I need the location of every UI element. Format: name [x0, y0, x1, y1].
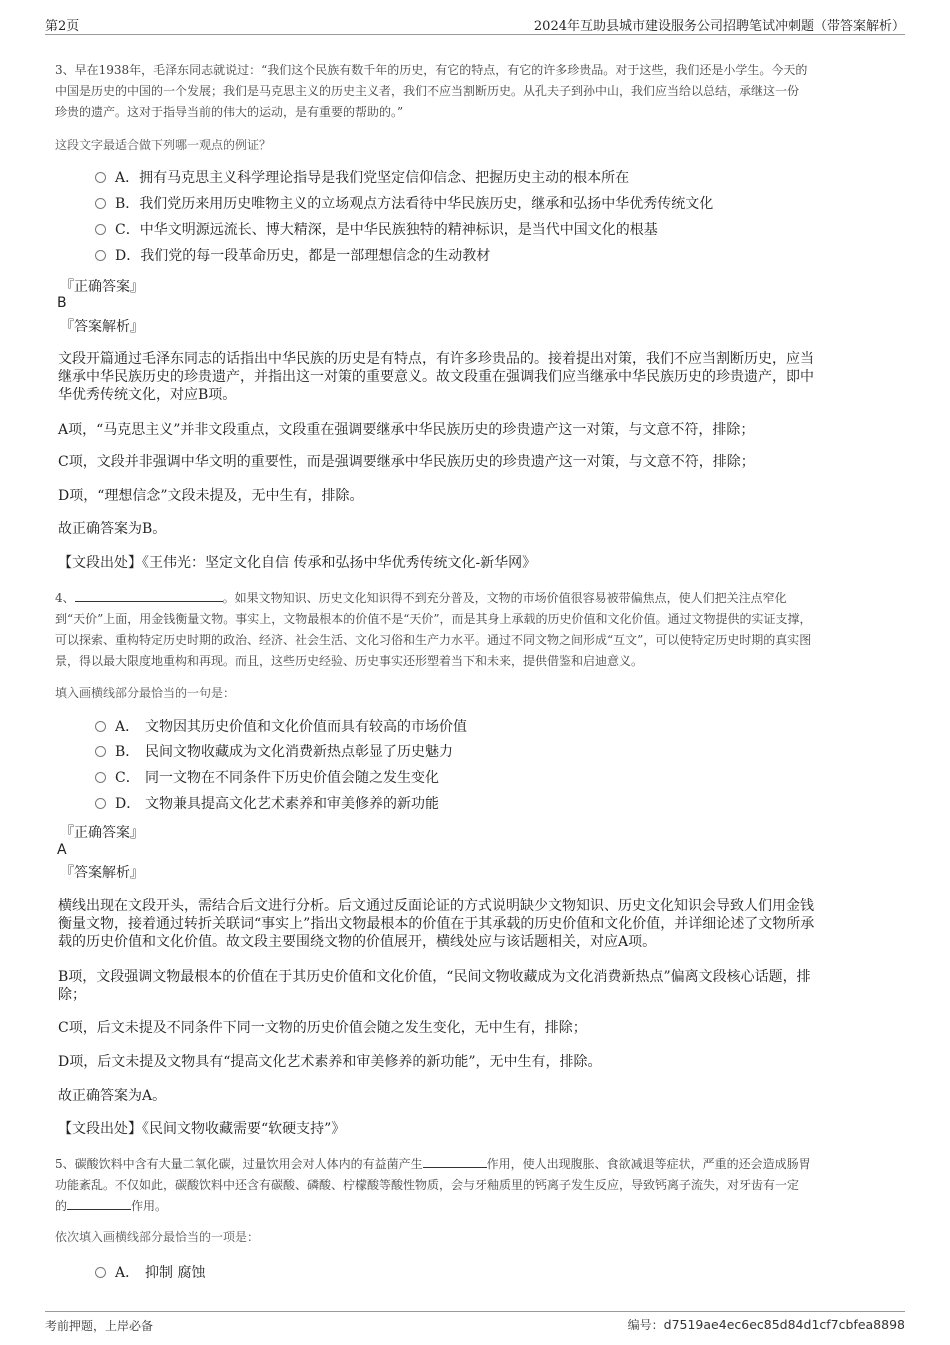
text-line: 景，得以最大限度地重构和再现。而且，这些历史经验、历史事实还形塑着当下和未来，提供借鉴和启迪意义。 [55, 654, 644, 668]
q3-analysis-label: 『答案解析』 [60, 319, 144, 335]
footer-slogan: 考前押题，上岸必备 [45, 1319, 154, 1333]
question-3-text [55, 60, 895, 123]
q3-option-a[interactable]: A．拥有马克思主义科学理论指导是我们党坚定信仰信念、把握历史主动的根本所在 [95, 167, 629, 189]
question-5-prompt: 依次填入画横线部分最恰当的一项是： [55, 1230, 260, 1244]
q3-analysis-c: C项，文段并非强调中华文明的重要性，而是强调要继承中华民族历史的珍贵遗产这一对策，与文意不符，排除； [58, 454, 755, 470]
text-line: 珍贵的遗产。这对于指导当前的伟大的运动，是有重要的帮助的。” [55, 105, 404, 119]
q3-option-b[interactable]: B．我们党历来用历史唯物主义的立场观点方法看待中华民族历史，继承和弘扬中华优秀传统文化 [95, 193, 713, 215]
radio-icon[interactable] [95, 746, 106, 757]
q3-source: 【文段出处】《王伟光：坚定文化自信 传承和弘扬中华优秀传统文化-新华网》 [58, 555, 537, 571]
page-footer [45, 1311, 905, 1336]
question-5-text [55, 1154, 895, 1217]
text-line: 3、早在1938年，毛泽东同志就说过：“我们这个民族有数千年的历史，有它的特点，有它的许多珍贵品。对于这些，我们还是小学生。今天的 [55, 63, 808, 77]
q4-analysis-label: 『答案解析』 [60, 865, 144, 881]
radio-icon[interactable] [95, 250, 106, 261]
text-line: 可以探索、重构特定历史时期的政治、经济、社会生活、文化习俗和生产力水平。通过不同文物之间形成“互文”，可以使特定历史时期的真实图 [55, 633, 812, 647]
question-4-text [55, 588, 895, 672]
q4-option-b[interactable]: B． 民间文物收藏成为文化消费新热点彰显了历史魅力 [95, 741, 453, 763]
q4-option-a[interactable]: A． 文物因其历史价值和文化价值而具有较高的市场价值 [95, 716, 467, 738]
radio-icon[interactable] [95, 1267, 106, 1278]
radio-icon[interactable] [95, 172, 106, 183]
text-line: 5、碳酸饮料中含有大量二氧化碳，过量饮用会对人体内的有益菌产生 作用，使人出现腹胀、食欲减退等症状，严重的还会造成肠胃 [55, 1157, 811, 1171]
q4-analysis-b: B项，文段强调文物最根本的价值在于其历史价值和文化价值，“民间文物收藏成为文化消费新热点”偏离文段核心话题，排 除； [58, 969, 811, 1003]
q3-analysis-a: A项，“马克思主义”并非文段重点，文段重在强调要继承中华民族历史的珍贵遗产这一对策，与文意不符，排除； [58, 422, 755, 438]
radio-icon[interactable] [95, 772, 106, 783]
q3-answer-label: 『正确答案』 [60, 279, 144, 295]
q4-option-d[interactable]: D． 文物兼具提高文化艺术素养和审美修养的新功能 [95, 793, 439, 815]
text-line: 4、 。如果文物知识、历史文化知识得不到充分普及，文物的市场价值很容易被带偏焦点，使人们把关注点窄化 [55, 591, 787, 605]
fill-blank [67, 1197, 131, 1210]
q3-conclusion: 故正确答案为B。 [58, 521, 167, 537]
q4-source: 【文段出处】《民间文物收藏需要“软硬支持”》 [58, 1121, 346, 1137]
question-4-prompt: 填入画横线部分最恰当的一句是： [55, 686, 236, 700]
page-header [45, 12, 905, 35]
q4-option-c[interactable]: C． 同一文物在不同条件下历史价值会随之发生变化 [95, 767, 439, 789]
text-line: 功能紊乱。不仅如此，碳酸饮料中还含有碳酸、磷酸、柠檬酸等酸性物质，会与牙釉质里的钙离子发生反应，导致钙离子流失，对牙齿有一定 [55, 1178, 800, 1192]
fill-blank [75, 589, 223, 602]
q3-option-d[interactable]: D．我们党的每一段革命历史，都是一部理想信念的生动教材 [95, 245, 490, 267]
q4-answer-label: 『正确答案』 [60, 825, 144, 841]
radio-icon[interactable] [95, 198, 106, 209]
q3-analysis-d: D项，“理想信念”文段未提及，无中生有，排除。 [58, 488, 364, 504]
fill-blank [423, 1155, 487, 1168]
q4-analysis-paragraph: 横线出现在文段开头，需结合后文进行分析。后文通过反面论证的方式说明缺少文物知识、历史文化知识会导致人们用金钱 衡量文物，接着通过转折关联词“事实上”指出文物最根本的价值在于其承载的历史价值和文化价值，并详细论述了文物所承 载的历史价值和文化价值。故文段主要围绕文物的价值展开，横线处应与该话题相关，对应A项。 [58, 898, 815, 950]
text-line: 的 作用。 [55, 1199, 168, 1213]
document-title: 2024年互助县城市建设服务公司招聘笔试冲刺题（带答案解析） [533, 19, 905, 34]
q3-option-c[interactable]: C．中华文明源远流长、博大精深，是中华民族独特的精神标识，是当代中国文化的根基 [95, 219, 658, 241]
q4-answer: A [57, 842, 67, 858]
document-code: 编号：d7519ae4ec6ec85d84d1cf7cbfea8898 [627, 1317, 905, 1332]
q4-analysis-c: C项，后文未提及不同条件下同一文物的历史价值会随之发生变化，无中生有，排除； [58, 1020, 587, 1036]
question-3-prompt: 这段文字最适合做下列哪一观点的例证？ [55, 138, 272, 152]
radio-icon[interactable] [95, 224, 106, 235]
radio-icon[interactable] [95, 798, 106, 809]
q5-option-a[interactable]: A． 抑制 腐蚀 [95, 1262, 205, 1284]
page-number: 第2页 [45, 19, 80, 34]
q4-conclusion: 故正确答案为A。 [58, 1088, 167, 1104]
q3-analysis-paragraph: 文段开篇通过毛泽东同志的话指出中华民族的历史是有特点，有许多珍贵品的。接着提出对策，我们不应当割断历史，应当 继承中华民族历史的珍贵遗产，并指出这一对策的重要意义。故文段重在强调我们应当继承中华民族历史的珍贵遗产，即中 华优秀传统文化，对应B项。 [58, 351, 814, 403]
q4-analysis-d: D项，后文未提及文物具有“提高文化艺术素养和审美修养的新功能”，无中生有，排除。 [58, 1054, 602, 1070]
text-line: 中国是历史的中国的一个发展；我们是马克思主义的历史主义者，我们不应当割断历史。从孔夫子到孙中山，我们应当给以总结，承继这一份 [55, 84, 800, 98]
q3-answer: B [57, 295, 67, 311]
text-line: 到“天价”上面，用金钱衡量文物。事实上，文物最根本的价值不是“天价”，而是其身上承载的历史价值和文化价值。通过文物提供的实证支撑， [55, 612, 812, 626]
radio-icon[interactable] [95, 721, 106, 732]
